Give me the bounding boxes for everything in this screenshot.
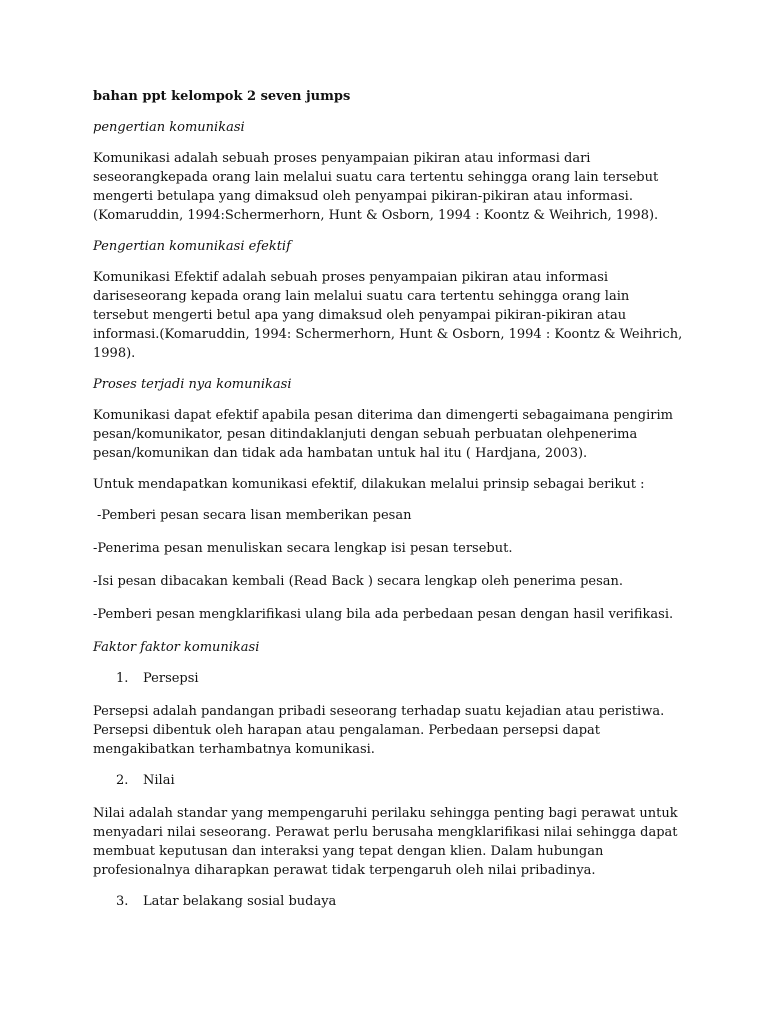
section-heading: Proses terjadi nya komunikasi xyxy=(93,377,292,392)
paragraph: Komunikasi adalah sebuah proses penyampaian pikiran atau informasi dari seseorangkepada orang lain melalui suatu cara tertentu sehingga orang lain tersebut mengerti betulapa yang dimaksud oleh penyampai pikiran-pikiran atau informasi. (Komaruddin, 1994:Schermerhorn, Hunt & Osborn, 1994 : Koontz & Weihrich, 1998). xyxy=(93,151,659,223)
numbered-item xyxy=(93,892,683,911)
paragraph: Untuk mendapatkan komunikasi efektif, dilakukan melalui prinsip sebagai berikut : xyxy=(93,477,645,492)
item-number: 1. xyxy=(116,671,129,686)
list-item: -Isi pesan dibacakan kembali (Read Back ) secara lengkap oleh penerima pesan. xyxy=(93,574,624,589)
paragraph: Komunikasi dapat efektif apabila pesan diterima dan dimengerti sebagaimana pengirim pesan/komunikator, pesan ditindaklanjuti dengan sebuah perbuatan olehpenerima pesan/komunikan dan tidak ada hambatan untuk hal itu ( Hardjana, 2003). xyxy=(93,408,673,461)
item-number: 2. xyxy=(116,773,129,788)
list-item: -Pemberi pesan mengklarifikasi ulang bila ada perbedaan pesan dengan hasil verifikasi. xyxy=(93,607,674,622)
numbered-item xyxy=(93,771,683,790)
numbered-item xyxy=(93,669,683,688)
document-title: bahan ppt kelompok 2 seven jumps xyxy=(93,89,351,104)
item-label: Nilai xyxy=(143,773,175,788)
paragraph: Persepsi adalah pandangan pribadi seseorang terhadap suatu kejadian atau peristiwa. Persepsi dibentuk oleh harapan atau pengalaman. Perbedaan persepsi dapat mengakibatkan terhambatnya komunikasi. xyxy=(93,704,665,757)
item-number: 3. xyxy=(116,894,129,909)
paragraph: Komunikasi Efektif adalah sebuah proses penyampaian pikiran atau informasi dariseseorang kepada orang lain melalui suatu cara tertentu sehingga orang lain tersebut mengerti betul apa yang dimaksud oleh penyampai pikiran-pikiran atau informasi.(Komaruddin, 1994: Schermerhorn, Hunt & Osborn, 1994 : Koontz & Weihrich, 1998). xyxy=(93,270,683,361)
item-label: Persepsi xyxy=(143,671,199,686)
paragraph: Nilai adalah standar yang mempengaruhi perilaku sehingga penting bagi perawat untuk menyadari nilai seseorang. Perawat perlu berusaha mengklarifikasi nilai sehingga dapat membuat keputusan dan interaksi yang tepat dengan klien. Dalam hubungan profesionalnya diharapkan perawat tidak terpengaruh oleh nilai pribadinya. xyxy=(93,806,678,878)
document-body xyxy=(93,87,683,925)
section-heading: Faktor faktor komunikasi xyxy=(93,640,260,655)
list-item: -Pemberi pesan secara lisan memberikan pesan xyxy=(97,508,412,523)
item-label: Latar belakang sosial budaya xyxy=(143,894,337,909)
list-item: -Penerima pesan menuliskan secara lengkap isi pesan tersebut. xyxy=(93,541,513,556)
section-heading: Pengertian komunikasi efektif xyxy=(93,239,291,254)
section-heading: pengertian komunikasi xyxy=(93,120,245,135)
